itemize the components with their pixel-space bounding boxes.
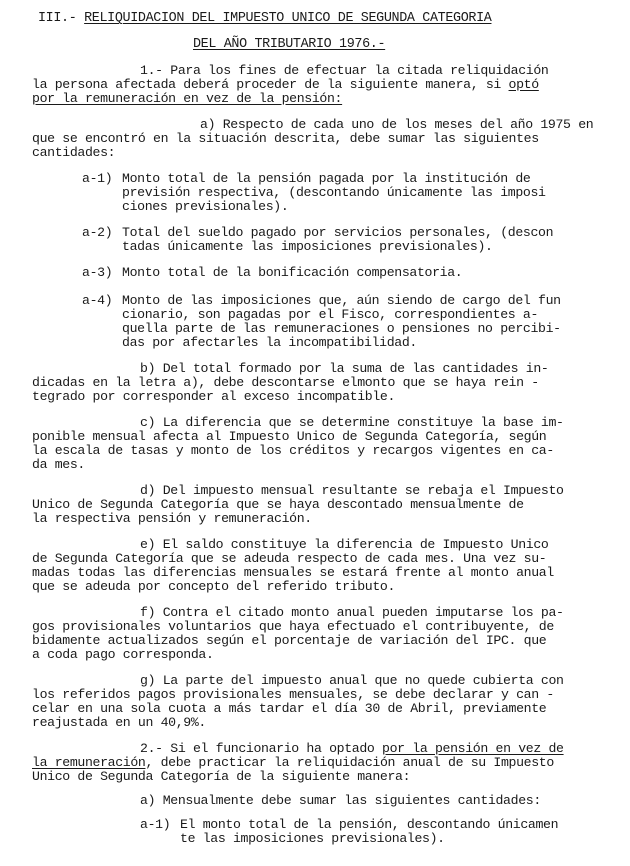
item-f-line-2: gos provisionales voluntarios que haya efectuado el contribuyente, de [32, 619, 554, 634]
item-a1-line-2: previsión respectiva, (descontando únicamente las imposi [122, 185, 546, 200]
paragraph-2-item-a: a) Mensualmente debe sumar las siguientes cantidades: [140, 793, 541, 808]
item-c-line-2: ponible mensual afecta al Impuesto Unico de Segunda Categoría, según [32, 429, 547, 444]
item-a4-line-1: Monto de las imposiciones que, aún siendo de cargo del fun [122, 293, 561, 308]
item-b-line-2: dicadas en la letra a), debe descontarse elmonto que se haya rein - [32, 375, 539, 390]
section-title-line-2: DEL AÑO TRIBUTARIO 1976.- [193, 37, 386, 52]
item-e-line-3: madas todas las diferencias mensuales se estará frente al monto anual [32, 565, 554, 580]
item-a4-line-4: das por afectarles la incompatibilidad. [122, 335, 417, 350]
paragraph-1-line-2 [32, 78, 539, 92]
item-e-line-2: de Segunda Categoría que se adeuda respecto de cada mes. Una vez su- [32, 551, 547, 566]
paragraph-2-line-2-text: , debe practicar la reliquidación anual de su Impuesto [145, 755, 554, 770]
item-a2-line-2: tadas únicamente las imposiciones previsionales). [122, 239, 493, 254]
title-numeral: III.- [38, 11, 85, 26]
item-b-line-1: b) Del total formado por la suma de las cantidades in- [140, 361, 549, 376]
paragraph-2-line-1 [140, 742, 564, 756]
item-f-line-3: bidamente actualizados según el porcentaje de variación del IPC. que [32, 633, 547, 648]
paragraph-2-line-2 [32, 756, 554, 770]
paragraph-1-line-3: por la remuneración en vez de la pensión: [32, 91, 343, 106]
paragraph-2-item-a1-line-1: El monto total de la pensión, descontando únicamen [180, 817, 559, 832]
item-f-line-4: a coda pago corresponda. [32, 647, 214, 662]
item-f-line-1: f) Contra el citado monto anual pueden imputarse los pa- [140, 605, 564, 620]
item-c-line-4: da mes. [32, 457, 85, 472]
item-a-line-1: a) Respecto de cada uno de los meses del año 1975 en [200, 117, 594, 132]
paragraph-2-item-a1-label: a-1) [140, 817, 171, 832]
paragraph-1-line-1: 1.- Para los fines de efectuar la citada reliquidación [140, 63, 549, 78]
item-g-line-2: los referidos pagos provisionales mensuales, se debe declarar y can - [32, 687, 554, 702]
item-e-line-1: e) El saldo constituye la diferencia de Impuesto Unico [140, 537, 549, 552]
item-a1-line-1: Monto total de la pensión pagada por la institución de [122, 171, 531, 186]
item-a3-label: a-3) [82, 265, 113, 280]
paragraph-1-line-2-text: la persona afectada deberá proceder de la siguiente manera, si [32, 77, 501, 92]
item-c-line-1: c) La diferencia que se determine constituye la base im- [140, 415, 564, 430]
paragraph-2-line-1-text: 2.- Si el funcionario ha optado [140, 741, 383, 756]
item-a2-line-1: Total del sueldo pagado por servicios personales, (descon [122, 225, 554, 240]
paragraph-2-underlined-word: la remuneración [32, 755, 146, 770]
item-d-line-1: d) Del impuesto mensual resultante se rebaja el Impuesto [140, 483, 564, 498]
item-a-line-2: que se encontró en la situación descrita, debe sumar las siguientes [32, 131, 539, 146]
paragraph-2-item-a1-line-2: te las imposiciones previsionales). [180, 831, 445, 846]
item-d-line-2: Unico de Segunda Categoría que se haya descontado mensualmente de [32, 497, 524, 512]
item-g-line-4: reajustada en un 40,9%. [32, 715, 206, 730]
section-title-line-1 [38, 12, 491, 26]
item-b-line-3: tegrado por corresponder al exceso incompatible. [32, 389, 396, 404]
item-a4-line-2: cionario, son pagadas por el Fisco, correspondientes a- [122, 307, 539, 322]
paragraph-2-underlined-phrase: por la pensión en vez de [382, 741, 564, 756]
paragraph-1-underlined-word: optó [508, 77, 539, 92]
paragraph-2-line-3: Unico de Segunda Categoría de la siguiente manera: [32, 769, 411, 784]
item-c-line-3: la escala de tasas y monto de los créditos y recargos vigentes en ca- [32, 443, 554, 458]
item-a4-label: a-4) [82, 293, 113, 308]
item-a3-line-1: Monto total de la bonificación compensatoria. [122, 265, 463, 280]
item-a2-label: a-2) [82, 225, 113, 240]
item-g-line-3: celar en una sola cuota a más tardar el día 30 de Abril, previamente [32, 701, 547, 716]
title-underlined-text: RELIQUIDACION DEL IMPUESTO UNICO DE SEGUNDA CATEGORIA [84, 11, 492, 26]
item-a-line-3: cantidades: [32, 145, 116, 160]
item-a1-label: a-1) [82, 171, 113, 186]
item-g-line-1: g) La parte del impuesto anual que no quede cubierta con [140, 673, 564, 688]
item-a4-line-3: quella parte de las remuneraciones o pensiones no percibi- [122, 321, 561, 336]
item-d-line-3: la respectiva pensión y remuneración. [32, 511, 312, 526]
item-e-line-4: que se adeuda por concepto del referido tributo. [32, 579, 396, 594]
item-a1-line-3: ciones previsionales). [122, 199, 289, 214]
